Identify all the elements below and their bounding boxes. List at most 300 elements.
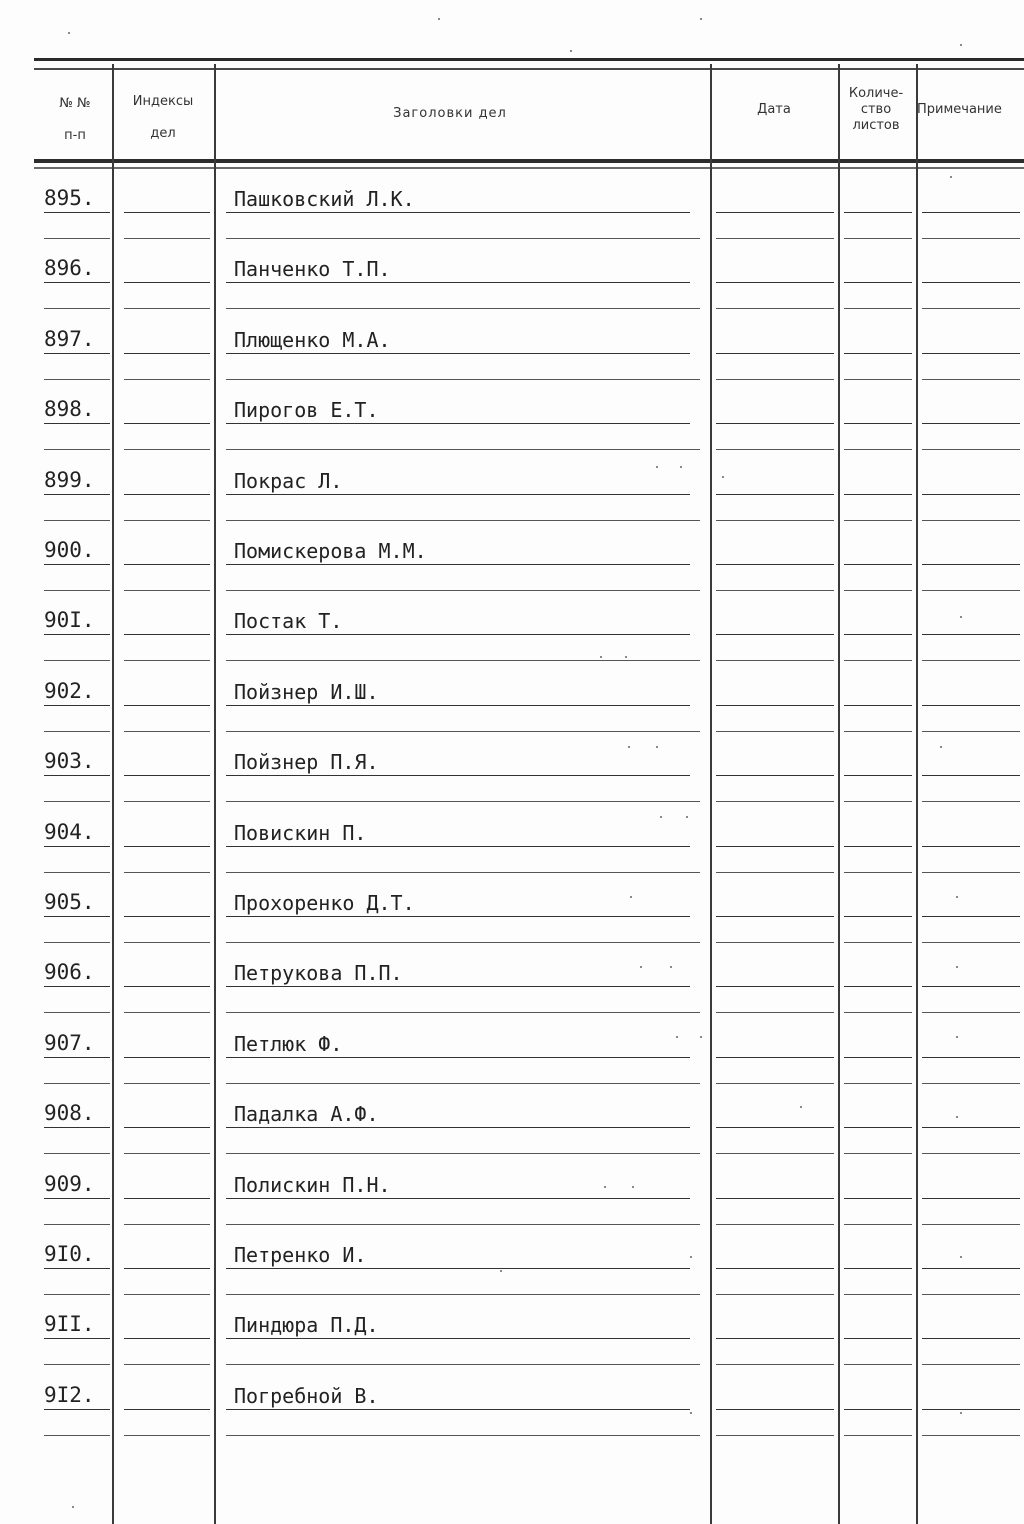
scan-speck bbox=[680, 466, 682, 468]
ruled-line-secondary bbox=[716, 1153, 834, 1154]
row-number: 902. bbox=[44, 679, 95, 703]
ruled-line bbox=[844, 775, 912, 776]
ruled-line-secondary bbox=[44, 308, 110, 309]
ruled-line-secondary bbox=[124, 731, 210, 732]
ruled-line-secondary bbox=[226, 379, 700, 380]
ruled-line bbox=[922, 775, 1020, 776]
ruled-line bbox=[226, 634, 690, 635]
scan-speck bbox=[960, 1256, 962, 1258]
ruled-line bbox=[226, 564, 690, 565]
ruled-line bbox=[716, 212, 834, 213]
ruled-line-secondary bbox=[922, 1012, 1020, 1013]
ruled-line bbox=[44, 282, 110, 283]
ruled-line bbox=[124, 846, 210, 847]
ruled-line-secondary bbox=[716, 942, 834, 943]
ruled-line bbox=[44, 1127, 110, 1128]
ruled-line-secondary bbox=[844, 1435, 912, 1436]
ruled-line-secondary bbox=[922, 520, 1020, 521]
ruled-line bbox=[922, 282, 1020, 283]
scan-speck bbox=[660, 816, 662, 818]
ruled-line bbox=[922, 1409, 1020, 1410]
ruled-line-secondary bbox=[922, 731, 1020, 732]
ruled-line-secondary bbox=[844, 238, 912, 239]
row-number: 897. bbox=[44, 327, 95, 351]
scan-speck bbox=[956, 1116, 958, 1118]
row-title: Повискин П. bbox=[234, 821, 367, 845]
ruled-line bbox=[844, 423, 912, 424]
ruled-line-secondary bbox=[716, 1435, 834, 1436]
ruled-line-secondary bbox=[844, 520, 912, 521]
ruled-line bbox=[922, 986, 1020, 987]
scan-speck bbox=[632, 1186, 634, 1188]
ruled-line-secondary bbox=[922, 942, 1020, 943]
ruled-line bbox=[922, 1127, 1020, 1128]
row-title: Плющенко М.А. bbox=[234, 328, 391, 352]
ruled-line-secondary bbox=[44, 590, 110, 591]
scan-speck bbox=[956, 896, 958, 898]
ruled-line bbox=[124, 916, 210, 917]
ruled-line bbox=[716, 986, 834, 987]
ruled-line bbox=[716, 564, 834, 565]
ruled-line-secondary bbox=[922, 238, 1020, 239]
ruled-line bbox=[844, 986, 912, 987]
ruled-line-secondary bbox=[44, 942, 110, 943]
scan-speck bbox=[960, 616, 962, 618]
ruled-line bbox=[44, 916, 110, 917]
ruled-line-secondary bbox=[226, 1083, 700, 1084]
scan-speck bbox=[940, 746, 942, 748]
ruled-line-secondary bbox=[922, 872, 1020, 873]
ruled-line bbox=[44, 705, 110, 706]
header-date: Дата bbox=[757, 102, 791, 117]
ruled-line-secondary bbox=[124, 590, 210, 591]
ruled-line bbox=[922, 634, 1020, 635]
ruled-line bbox=[124, 775, 210, 776]
scan-speck bbox=[630, 896, 632, 898]
ruled-line-secondary bbox=[922, 660, 1020, 661]
ruled-line bbox=[124, 1198, 210, 1199]
ruled-line bbox=[124, 212, 210, 213]
ruled-line bbox=[226, 353, 690, 354]
ruled-line-secondary bbox=[922, 379, 1020, 380]
header-sheets-line3: листов bbox=[852, 118, 900, 133]
ruled-line bbox=[922, 494, 1020, 495]
ruled-line-secondary bbox=[226, 1224, 700, 1225]
ruled-line bbox=[844, 705, 912, 706]
ruled-line bbox=[226, 775, 690, 776]
ruled-line-secondary bbox=[44, 1083, 110, 1084]
ruled-line-secondary bbox=[226, 238, 700, 239]
ruled-line bbox=[44, 564, 110, 565]
column-divider-number bbox=[112, 64, 114, 1524]
ruled-line bbox=[226, 423, 690, 424]
scan-speck bbox=[656, 746, 658, 748]
ruled-line-secondary bbox=[922, 1435, 1020, 1436]
header-sheets-line1: Количе- bbox=[848, 86, 904, 101]
ruled-line bbox=[226, 1198, 690, 1199]
row-title: Пирогов Е.Т. bbox=[234, 398, 379, 422]
header-top-rule-inner bbox=[34, 68, 1024, 70]
ruled-line-secondary bbox=[44, 872, 110, 873]
ruled-line-secondary bbox=[124, 872, 210, 873]
ruled-line-secondary bbox=[124, 308, 210, 309]
row-number: 898. bbox=[44, 397, 95, 421]
ruled-line-secondary bbox=[716, 379, 834, 380]
ruled-line bbox=[716, 1057, 834, 1058]
row-title: Полискин П.Н. bbox=[234, 1173, 391, 1197]
ruled-line bbox=[44, 212, 110, 213]
row-title: Прохоренко Д.Т. bbox=[234, 891, 415, 915]
ruled-line-secondary bbox=[44, 379, 110, 380]
ruled-line bbox=[716, 1409, 834, 1410]
ruled-line bbox=[844, 1198, 912, 1199]
ruled-line bbox=[124, 705, 210, 706]
ruled-line-secondary bbox=[124, 660, 210, 661]
ruled-line bbox=[226, 1057, 690, 1058]
ruled-line-secondary bbox=[716, 1083, 834, 1084]
ruled-line bbox=[226, 212, 690, 213]
ruled-line-secondary bbox=[226, 449, 700, 450]
scan-speck bbox=[438, 18, 440, 20]
ruled-line-secondary bbox=[844, 1364, 912, 1365]
ruled-line bbox=[226, 1338, 690, 1339]
ruled-line bbox=[716, 1127, 834, 1128]
ruled-line bbox=[124, 353, 210, 354]
row-title: Пиндюра П.Д. bbox=[234, 1313, 379, 1337]
ruled-line bbox=[44, 353, 110, 354]
ruled-line-secondary bbox=[226, 1153, 700, 1154]
ruled-line-secondary bbox=[124, 1012, 210, 1013]
ruled-line bbox=[226, 1127, 690, 1128]
ruled-line-secondary bbox=[44, 801, 110, 802]
ruled-line-secondary bbox=[844, 1012, 912, 1013]
scan-speck bbox=[700, 18, 702, 20]
ruled-line bbox=[922, 705, 1020, 706]
ruled-line-secondary bbox=[44, 1153, 110, 1154]
ruled-line-secondary bbox=[44, 1224, 110, 1225]
ruled-line bbox=[226, 494, 690, 495]
ruled-line-secondary bbox=[44, 1364, 110, 1365]
ruled-line-secondary bbox=[922, 449, 1020, 450]
ruled-line-secondary bbox=[44, 1435, 110, 1436]
ruled-line bbox=[226, 986, 690, 987]
ruled-line-secondary bbox=[844, 1294, 912, 1295]
ruled-line-secondary bbox=[844, 660, 912, 661]
ruled-line-secondary bbox=[124, 801, 210, 802]
ruled-line-secondary bbox=[716, 1364, 834, 1365]
ruled-line bbox=[226, 846, 690, 847]
row-number: 9I2. bbox=[44, 1383, 95, 1407]
row-number: 906. bbox=[44, 960, 95, 984]
ruled-line-secondary bbox=[124, 449, 210, 450]
ruled-line bbox=[844, 1338, 912, 1339]
ruled-line bbox=[44, 1409, 110, 1410]
ruled-line bbox=[716, 1338, 834, 1339]
ruled-line-secondary bbox=[124, 1364, 210, 1365]
ruled-line bbox=[844, 634, 912, 635]
ruled-line bbox=[226, 916, 690, 917]
ruled-line-secondary bbox=[922, 1224, 1020, 1225]
header-titles: Заголовки дел bbox=[393, 106, 507, 121]
row-title: Пойзнер И.Ш. bbox=[234, 680, 379, 704]
row-number: 899. bbox=[44, 468, 95, 492]
scan-speck bbox=[68, 32, 70, 34]
header-top-rule bbox=[34, 58, 1024, 61]
ruled-line-secondary bbox=[922, 590, 1020, 591]
scan-speck bbox=[625, 656, 627, 658]
ruled-line bbox=[44, 846, 110, 847]
row-number: 904. bbox=[44, 820, 95, 844]
ruled-line bbox=[922, 1057, 1020, 1058]
scan-speck bbox=[628, 746, 630, 748]
ruled-line-secondary bbox=[844, 801, 912, 802]
header-sheets bbox=[838, 86, 914, 134]
ruled-line-secondary bbox=[844, 590, 912, 591]
ruled-line bbox=[844, 353, 912, 354]
ruled-line bbox=[44, 1057, 110, 1058]
ruled-line-secondary bbox=[922, 801, 1020, 802]
ruled-line bbox=[716, 353, 834, 354]
ruled-line bbox=[844, 564, 912, 565]
scan-speck bbox=[690, 1412, 692, 1414]
scan-speck bbox=[800, 1106, 802, 1108]
ruled-line bbox=[124, 1268, 210, 1269]
scan-speck bbox=[500, 1270, 502, 1272]
row-number: 896. bbox=[44, 256, 95, 280]
ruled-line-secondary bbox=[844, 872, 912, 873]
ruled-line bbox=[124, 634, 210, 635]
ruled-line bbox=[922, 846, 1020, 847]
row-title: Падалка А.Ф. bbox=[234, 1102, 379, 1126]
ruled-line bbox=[716, 423, 834, 424]
ruled-line-secondary bbox=[716, 660, 834, 661]
ruled-line bbox=[226, 1268, 690, 1269]
ruled-line bbox=[844, 1057, 912, 1058]
ruled-line-secondary bbox=[922, 1294, 1020, 1295]
scan-speck bbox=[690, 1256, 692, 1258]
row-title: Панченко Т.П. bbox=[234, 257, 391, 281]
ruled-line bbox=[716, 282, 834, 283]
row-number: 905. bbox=[44, 890, 95, 914]
header-sheets-line2: ство bbox=[860, 102, 892, 117]
ruled-line bbox=[922, 353, 1020, 354]
ruled-line-secondary bbox=[44, 1012, 110, 1013]
ruled-line bbox=[922, 1268, 1020, 1269]
ruled-line bbox=[716, 634, 834, 635]
ruled-line-secondary bbox=[124, 1224, 210, 1225]
row-title: Петренко И. bbox=[234, 1243, 367, 1267]
ruled-line-secondary bbox=[124, 238, 210, 239]
scan-speck bbox=[72, 1506, 74, 1508]
column-divider-index bbox=[214, 64, 216, 1524]
ruled-line-secondary bbox=[44, 660, 110, 661]
ruled-line bbox=[844, 494, 912, 495]
ruled-line-secondary bbox=[124, 520, 210, 521]
ruled-line bbox=[716, 916, 834, 917]
row-number: 9II. bbox=[44, 1312, 95, 1336]
ruled-line-secondary bbox=[922, 1153, 1020, 1154]
ruled-line-secondary bbox=[44, 449, 110, 450]
row-number: 900. bbox=[44, 538, 95, 562]
header-number-line1: № № bbox=[59, 96, 91, 111]
header-index-line1: Индексы bbox=[132, 94, 194, 109]
ruled-line bbox=[922, 212, 1020, 213]
scan-speck bbox=[676, 1036, 678, 1038]
ruled-line bbox=[124, 1057, 210, 1058]
ruled-line bbox=[124, 1127, 210, 1128]
ruled-line bbox=[124, 986, 210, 987]
row-number: 9I0. bbox=[44, 1242, 95, 1266]
scan-speck bbox=[670, 966, 672, 968]
ruled-line-secondary bbox=[226, 731, 700, 732]
ruled-line bbox=[922, 916, 1020, 917]
ruled-line-secondary bbox=[226, 1364, 700, 1365]
ruled-line bbox=[124, 1409, 210, 1410]
ruled-line-secondary bbox=[44, 520, 110, 521]
scan-speck bbox=[960, 1412, 962, 1414]
ruled-line-secondary bbox=[226, 520, 700, 521]
row-title: Постак Т. bbox=[234, 609, 343, 633]
header-bottom-rule-inner bbox=[34, 167, 1024, 169]
ruled-line bbox=[844, 1127, 912, 1128]
row-title: Покрас Л. bbox=[234, 469, 343, 493]
ruled-line-secondary bbox=[226, 872, 700, 873]
column-divider-titles bbox=[710, 64, 712, 1524]
ruled-line bbox=[44, 1198, 110, 1199]
row-title: Помискерова М.М. bbox=[234, 539, 427, 563]
ruled-line bbox=[44, 986, 110, 987]
ruled-line bbox=[716, 775, 834, 776]
ruled-line-secondary bbox=[922, 1364, 1020, 1365]
row-title: Петлюк Ф. bbox=[234, 1032, 343, 1056]
scan-speck bbox=[722, 476, 724, 478]
ruled-line-secondary bbox=[226, 590, 700, 591]
ruled-line-secondary bbox=[844, 449, 912, 450]
ruled-line bbox=[226, 1409, 690, 1410]
column-divider-date bbox=[838, 64, 840, 1524]
ruled-line bbox=[844, 1409, 912, 1410]
ruled-line-secondary bbox=[844, 942, 912, 943]
ruled-line bbox=[922, 1338, 1020, 1339]
header-number-line2: п-п bbox=[64, 128, 86, 143]
ruled-line bbox=[716, 705, 834, 706]
ruled-line-secondary bbox=[716, 308, 834, 309]
ruled-line-secondary bbox=[226, 308, 700, 309]
header-index-line2: дел bbox=[150, 126, 176, 141]
scan-speck bbox=[950, 176, 952, 178]
ruled-line bbox=[844, 1268, 912, 1269]
scan-speck bbox=[656, 466, 658, 468]
ruled-line-secondary bbox=[922, 1083, 1020, 1084]
row-number: 895. bbox=[44, 186, 95, 210]
ruled-line-secondary bbox=[716, 449, 834, 450]
ruled-line-secondary bbox=[226, 801, 700, 802]
ruled-line bbox=[44, 423, 110, 424]
ruled-line bbox=[44, 494, 110, 495]
scan-speck bbox=[956, 966, 958, 968]
row-number: 908. bbox=[44, 1101, 95, 1125]
ruled-line bbox=[716, 846, 834, 847]
row-number: 903. bbox=[44, 749, 95, 773]
ruled-line-secondary bbox=[226, 660, 700, 661]
ruled-line-secondary bbox=[716, 1294, 834, 1295]
ruled-line-secondary bbox=[716, 801, 834, 802]
ruled-line bbox=[922, 1198, 1020, 1199]
row-number: 909. bbox=[44, 1172, 95, 1196]
ruled-line-secondary bbox=[844, 1083, 912, 1084]
ruled-line-secondary bbox=[716, 1012, 834, 1013]
ruled-line-secondary bbox=[844, 1153, 912, 1154]
ruled-line bbox=[716, 1268, 834, 1269]
row-title: Пойзнер П.Я. bbox=[234, 750, 379, 774]
ruled-line bbox=[124, 1338, 210, 1339]
scan-speck bbox=[700, 1036, 702, 1038]
row-title: Пашковский Л.К. bbox=[234, 187, 415, 211]
scan-speck bbox=[600, 656, 602, 658]
column-divider-sheets bbox=[916, 64, 918, 1524]
header-note: Примечание bbox=[917, 102, 1002, 117]
ruled-line-secondary bbox=[44, 1294, 110, 1295]
ruled-line-secondary bbox=[226, 942, 700, 943]
ruled-line bbox=[844, 212, 912, 213]
ruled-line bbox=[124, 282, 210, 283]
ruled-line bbox=[226, 705, 690, 706]
ruled-line bbox=[124, 494, 210, 495]
ruled-line-secondary bbox=[716, 238, 834, 239]
scan-speck bbox=[686, 816, 688, 818]
ruled-line-secondary bbox=[124, 1083, 210, 1084]
row-title: Петрукова П.П. bbox=[234, 961, 403, 985]
ruled-line-secondary bbox=[124, 1435, 210, 1436]
ruled-line-secondary bbox=[124, 942, 210, 943]
scan-speck bbox=[570, 50, 572, 52]
scan-speck bbox=[640, 966, 642, 968]
ruled-line-secondary bbox=[716, 590, 834, 591]
ruled-line bbox=[44, 1338, 110, 1339]
ruled-line bbox=[124, 423, 210, 424]
ruled-line-secondary bbox=[226, 1012, 700, 1013]
ruled-line-secondary bbox=[44, 731, 110, 732]
scan-speck bbox=[960, 44, 962, 46]
ruled-line bbox=[226, 282, 690, 283]
ruled-line-secondary bbox=[226, 1294, 700, 1295]
scan-speck bbox=[956, 1036, 958, 1038]
row-number: 907. bbox=[44, 1031, 95, 1055]
ruled-line bbox=[922, 423, 1020, 424]
ruled-line-secondary bbox=[922, 308, 1020, 309]
ruled-line-secondary bbox=[716, 872, 834, 873]
header-number bbox=[40, 96, 110, 144]
header-bottom-rule bbox=[34, 159, 1024, 163]
ruled-line bbox=[716, 494, 834, 495]
ruled-line bbox=[716, 1198, 834, 1199]
ruled-line bbox=[844, 846, 912, 847]
ruled-line-secondary bbox=[716, 1224, 834, 1225]
header-index bbox=[116, 94, 210, 142]
ruled-line bbox=[44, 634, 110, 635]
ruled-line bbox=[844, 916, 912, 917]
ruled-line-secondary bbox=[844, 379, 912, 380]
ruled-line-secondary bbox=[844, 308, 912, 309]
ruled-line-secondary bbox=[716, 520, 834, 521]
ruled-line-secondary bbox=[844, 1224, 912, 1225]
ruled-line-secondary bbox=[716, 731, 834, 732]
ruled-line bbox=[124, 564, 210, 565]
ruled-line bbox=[44, 1268, 110, 1269]
ruled-line bbox=[44, 775, 110, 776]
ruled-line-secondary bbox=[226, 1435, 700, 1436]
ruled-line-secondary bbox=[844, 731, 912, 732]
